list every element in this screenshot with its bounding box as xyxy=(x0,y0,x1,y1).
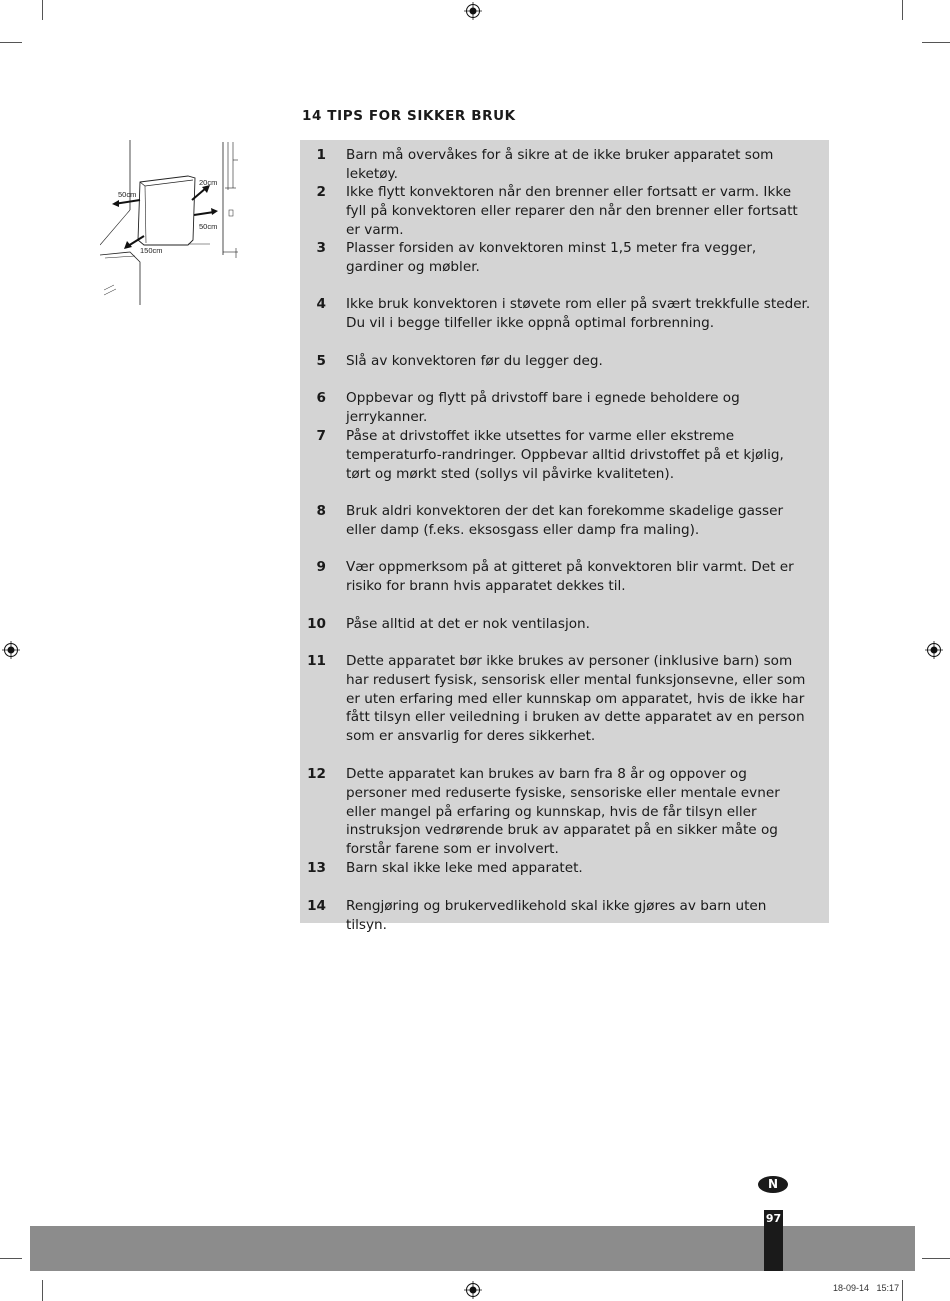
tip-text: Rengjøring og brukervedlikehold skal ikke gjøres av barn uten tilsyn. xyxy=(346,898,767,933)
tip-text: Barn må overvåkes for å sikre at de ikke bruker apparatet som leketøy. xyxy=(346,147,774,182)
tip-text: Dette apparatet kan brukes av barn fra 8 år og oppover og personer med reduserte fysiske, sensoriske eller mentale evner eller mangel på erfaring og kunnskap, hvis de får tilsyn eller instruksjon vedrørende bruk av apparatet på en sikker måte og forstår farene som er involvert. xyxy=(346,766,780,858)
tip-text: Barn skal ikke leke med apparatet. xyxy=(346,860,583,876)
tip-text: Påse alltid at det er nok ventilasjon. xyxy=(346,616,590,632)
page-number: 97 xyxy=(765,1212,782,1225)
tip-text: Slå av konvektoren før du legger deg. xyxy=(346,353,603,369)
tip-number: 8 xyxy=(316,503,326,519)
print-time: 15:17 xyxy=(876,1283,900,1293)
tip-number: 14 xyxy=(307,898,326,914)
tip-text: Plasser forsiden av konvektoren minst 1,5 meter fra vegger, gardiner og møbler. xyxy=(346,240,757,275)
diagram-label-front: 150cm xyxy=(140,246,163,255)
tip-text: Påse at drivstoffet ikke utsettes for varme eller ekstreme temperaturfo-randringer. Oppbevar alltid drivstoffet på et kjølig, tørt og mørkt sted (sollys vil påvirke kvaliteten). xyxy=(346,428,784,482)
crop-mark xyxy=(0,42,22,43)
page-number-tab xyxy=(764,1210,783,1271)
tip-number: 12 xyxy=(307,766,326,782)
print-date: 18-09-14 xyxy=(833,1283,870,1293)
registration-mark-icon xyxy=(464,2,482,20)
diagram-label-right: 50cm xyxy=(199,222,218,231)
crop-mark xyxy=(922,1258,950,1259)
tip-text: Vær oppmerksom på at gitteret på konvektoren blir varmt. Det er risiko for brann hvis apparatet dekkes til. xyxy=(346,559,794,594)
tip-number: 7 xyxy=(316,428,326,444)
crop-mark xyxy=(42,1280,43,1301)
language-badge: N xyxy=(758,1176,788,1193)
registration-mark-icon xyxy=(2,641,20,659)
tip-text: Bruk aldri konvektoren der det kan forekomme skadelige gasser eller damp (f.eks. eksosgass eller damp fra maling). xyxy=(346,503,784,538)
crop-mark xyxy=(42,0,43,20)
tip-number: 13 xyxy=(307,860,326,876)
crop-mark xyxy=(922,42,950,43)
tip-number: 6 xyxy=(316,390,326,406)
print-stamp xyxy=(833,1283,899,1293)
tip-number: 10 xyxy=(307,616,326,632)
tip-text: Ikke flytt konvektoren når den brenner eller fortsatt er varm. Ikke fyll på konvektoren eller reparer den når den brenner eller fortsatt er varm. xyxy=(346,184,798,238)
tip-number: 11 xyxy=(307,653,326,669)
registration-mark-icon xyxy=(464,1281,482,1299)
tip-number: 2 xyxy=(316,184,326,200)
crop-mark xyxy=(902,1280,903,1301)
diagram-label-top: 20cm xyxy=(199,178,218,187)
crop-mark xyxy=(902,0,903,20)
clearance-diagram xyxy=(100,140,240,305)
tips-list xyxy=(300,140,829,933)
tip-number: 5 xyxy=(316,353,326,369)
tip-number: 9 xyxy=(316,559,326,575)
tip-text: Dette apparatet bør ikke brukes av personer (inklusive barn) som har redusert fysisk, sensorisk eller mental funksjonsevne, eller som er uten erfaring med eller kunnskap om apparatet, hvis de ikke har fått tilsyn eller veiledning i bruken av dette apparatet av en person som er ansvarlig for deres sikkerhet. xyxy=(346,653,806,745)
tip-number: 4 xyxy=(316,296,326,312)
tip-text: Oppbevar og flytt på drivstoff bare i egnede beholdere og jerrykanner. xyxy=(346,390,740,425)
crop-mark xyxy=(0,1258,22,1259)
tip-number: 1 xyxy=(316,147,326,163)
registration-mark-icon xyxy=(925,641,943,659)
section-title: 14 TIPS FOR SIKKER BRUK xyxy=(302,108,516,124)
diagram-label-left: 50cm xyxy=(118,190,137,199)
tip-number: 3 xyxy=(316,240,326,256)
tip-text: Ikke bruk konvektoren i støvete rom eller på svært trekkfulle steder. Du vil i begge tilfeller ikke oppnå optimal forbrenning. xyxy=(346,296,811,331)
